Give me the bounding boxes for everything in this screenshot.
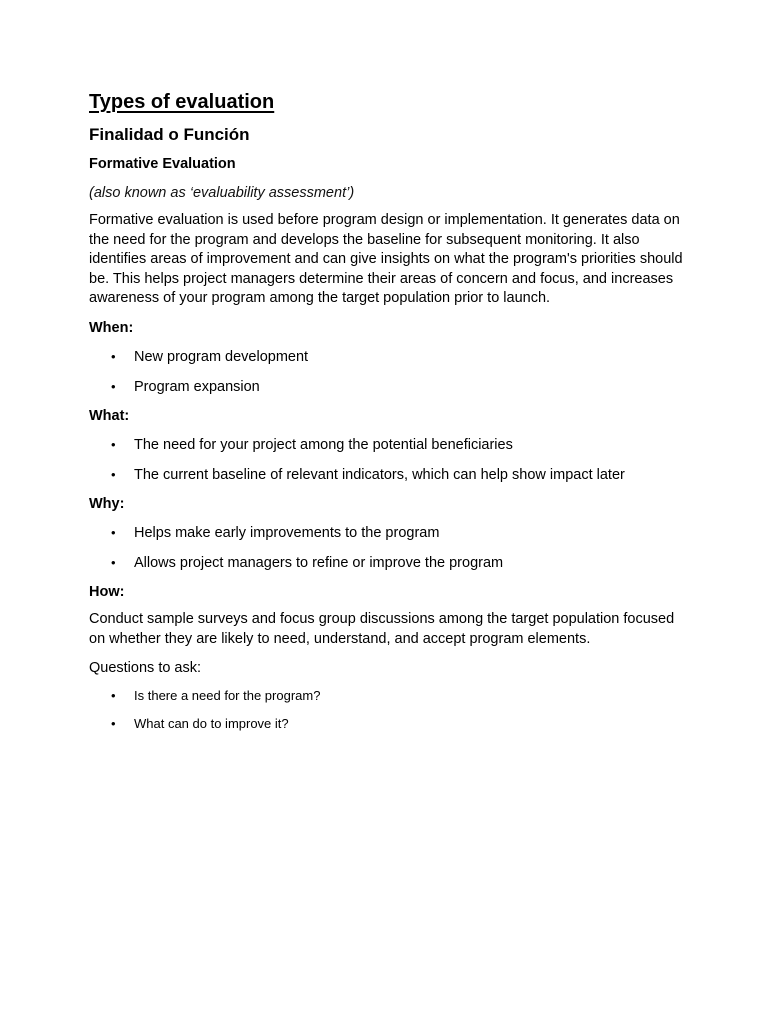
list-item (89, 377, 689, 397)
list-item (89, 347, 689, 367)
intro-paragraph: Formative evaluation is used before program design or implementation. It generates data on the need for the program and develops the baseline for subsequent monitoring. It also identifies areas of improvement and can give insights on what the program's priorities should be. This helps project managers determine their areas of concern and focus, and increases awareness of your program among the target population prior to launch. (89, 212, 683, 307)
bullet-icon: • (111, 349, 116, 365)
bullet-icon: • (111, 688, 116, 704)
why-label: Why: (89, 495, 125, 512)
list-item (89, 435, 689, 455)
bullet-icon: • (111, 716, 116, 732)
list-item-text: What can do to improve it? (134, 716, 289, 732)
bullet-icon: • (111, 378, 116, 394)
questions-label: Questions to ask: (89, 660, 202, 677)
document-subtitle: Finalidad o Función (89, 125, 250, 144)
list-item (89, 465, 689, 485)
how-label: How: (89, 583, 125, 600)
list-item-text: Is there a need for the program? (134, 688, 321, 704)
when-list (89, 347, 689, 397)
section-heading: Formative Evaluation (89, 156, 236, 172)
how-paragraph: Conduct sample surveys and focus group discussions among the target population focused on whether they are likely to need, understand, and accept program elements. (89, 610, 675, 647)
also-known-as-note: (also known as ‘evaluability assessment’) (89, 185, 355, 201)
questions-list (89, 686, 689, 734)
list-item-text: The current baseline of relevant indicators, which can help show impact later (134, 466, 625, 483)
when-label: When: (89, 319, 134, 336)
list-item-text: Allows project managers to refine or improve the program (134, 554, 504, 571)
bullet-icon: • (111, 466, 116, 482)
bullet-icon: • (111, 525, 116, 541)
list-item (89, 553, 689, 573)
list-item-text: The need for your project among the potential beneficiaries (134, 437, 513, 454)
list-item-text: Program expansion (134, 378, 260, 395)
list-item-text: New program development (134, 349, 309, 366)
document-page (89, 88, 689, 734)
list-item-text: Helps make early improvements to the program (134, 525, 440, 542)
list-item (89, 523, 689, 543)
bullet-icon: • (111, 554, 116, 570)
list-item (89, 686, 689, 706)
what-label: What: (89, 407, 130, 424)
document-title: Types of evaluation (89, 91, 275, 113)
bullet-icon: • (111, 437, 116, 453)
list-item (89, 714, 689, 734)
why-list (89, 523, 689, 573)
what-list (89, 435, 689, 485)
